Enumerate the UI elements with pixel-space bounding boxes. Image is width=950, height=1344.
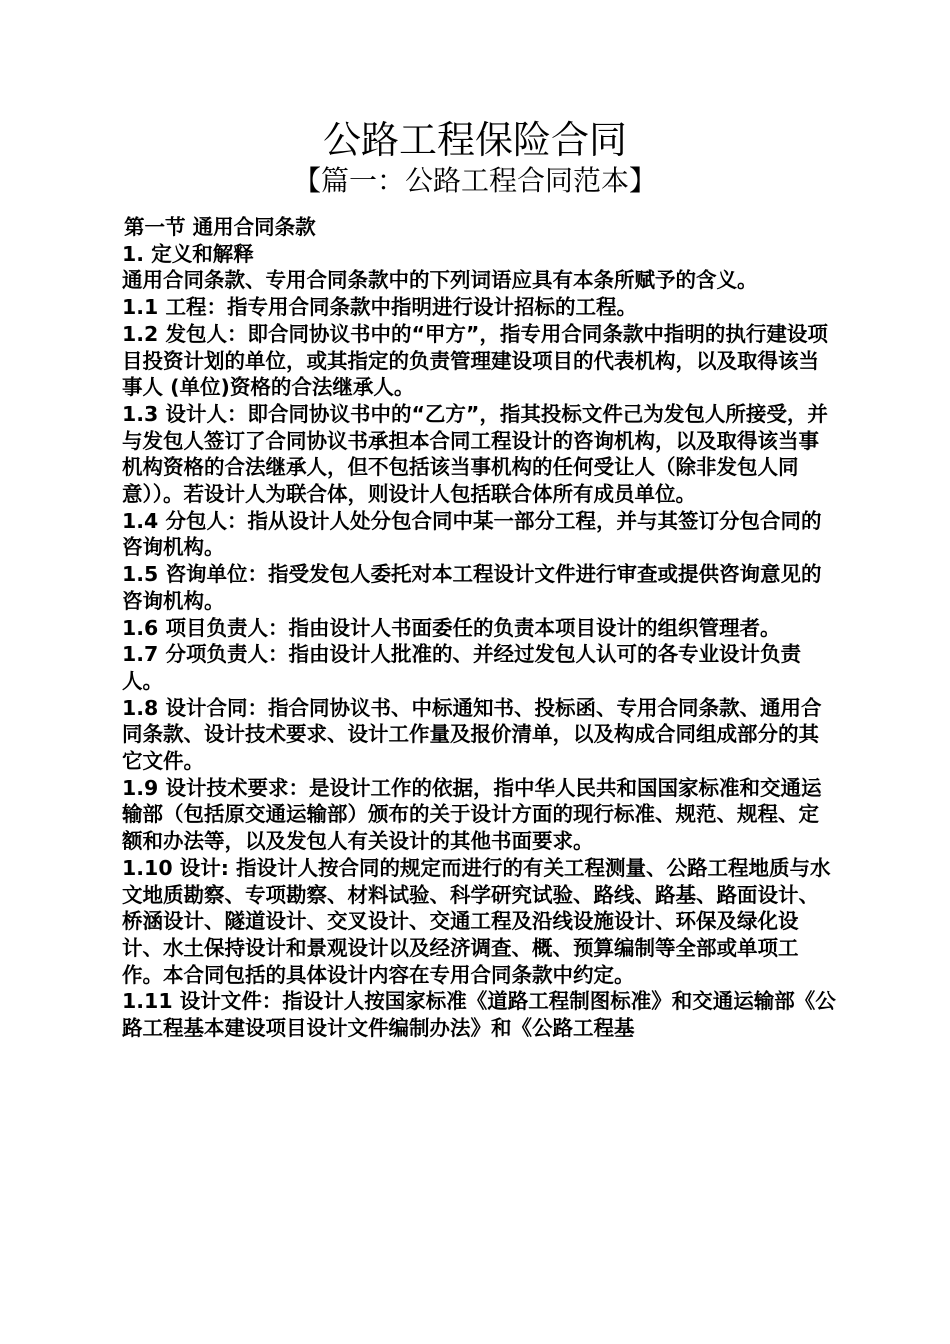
clause-1-7: 1.7 分项负责人：指由设计人批准的、并经过发包人认可的各专业设计负责人。 — [122, 642, 801, 693]
clause-1-6: 1.6 项目负责人：指由设计人书面委任的负责本项目设计的组织管理者。 — [122, 615, 781, 640]
clause-1-3: 1.3 设计人：即合同协议书中的“乙方”，指其投标文件己为发包人所接受，并与发包人签订了合同协议书承担本合同工程设计的咨询机构，以及取得该当事机构资格的合法继承人，但不包括该当事机构的任何受让人（除非发包人同意））。若设计人为联合体，则设计人包括联合体所有成员单位。 — [122, 401, 828, 507]
paragraph-intro: 通用合同条款、专用合同条款中的下列词语应具有本条所赋予的含义。 — [122, 268, 758, 293]
clause-1-1: 1.1 工程：指专用合同条款中指明进行设计招标的工程。 — [122, 295, 637, 320]
document-body — [116, 214, 838, 1042]
clause-1-11: 1.11 设计文件：指设计人按国家标准《道路工程制图标准》和交通运输部《公路工程基本建设项目设计文件编制办法》和《公路工程基 — [122, 989, 836, 1041]
clause-1-5: 1.5 咨询单位：指受发包人委托对本工程设计文件进行审查或提供咨询意见的咨询机构。 — [122, 562, 822, 613]
section-heading: 第一节 通用合同条款 — [124, 215, 316, 239]
document-title: 公路工程保险合同 — [322, 118, 627, 162]
clause-1-2: 1.2 发包人：即合同协议书中的“甲方”，指专用合同条款中指明的执行建设项目投资计划的单位，或其指定的负责管理建设项目的代表机构，以及取得该当事人 (单位)资格的合法继承人。 — [122, 321, 828, 400]
clause-1-10: 1.10 设计: 指设计人按合同的规定而进行的有关工程测量、公路工程地质与水文地质勘察、专项勘察、材料试验、科学研究试验、路线、路基、路面设计、桥涵设计、隧道设计、交叉设计、交通工程及沿线设施设计、环保及绿化设计、水土保持设计和景观设计以及经济调查、概、预算编制等全部或单项工作。本合同包括的具体设计内容在专用合同条款中约定。 — [122, 855, 831, 987]
document-subtitle: 【篇一：公路工程合同范本】 — [292, 164, 657, 197]
clause-1-8: 1.8 设计合同：指合同协议书、中标通知书、投标函、专用合同条款、通用合同条款、设计技术要求、设计工作量及报价清单，以及构成合同组成部分的其它文件。 — [122, 695, 822, 774]
clause-1-9: 1.9 设计技术要求：是设计工作的依据，指中华人民共和国国家标准和交通运输部（包括原交通运输部）颁布的关于设计方面的现行标准、规范、规程、定额和办法等，以及发包人有关设计的其他书面要求。 — [122, 775, 822, 854]
subsection-heading: 1. 定义和解释 — [122, 241, 254, 266]
clause-1-4: 1.4 分包人：指从设计人处分包合同中某一部分工程，并与其签订分包合同的 咨询机构。 — [122, 508, 822, 560]
